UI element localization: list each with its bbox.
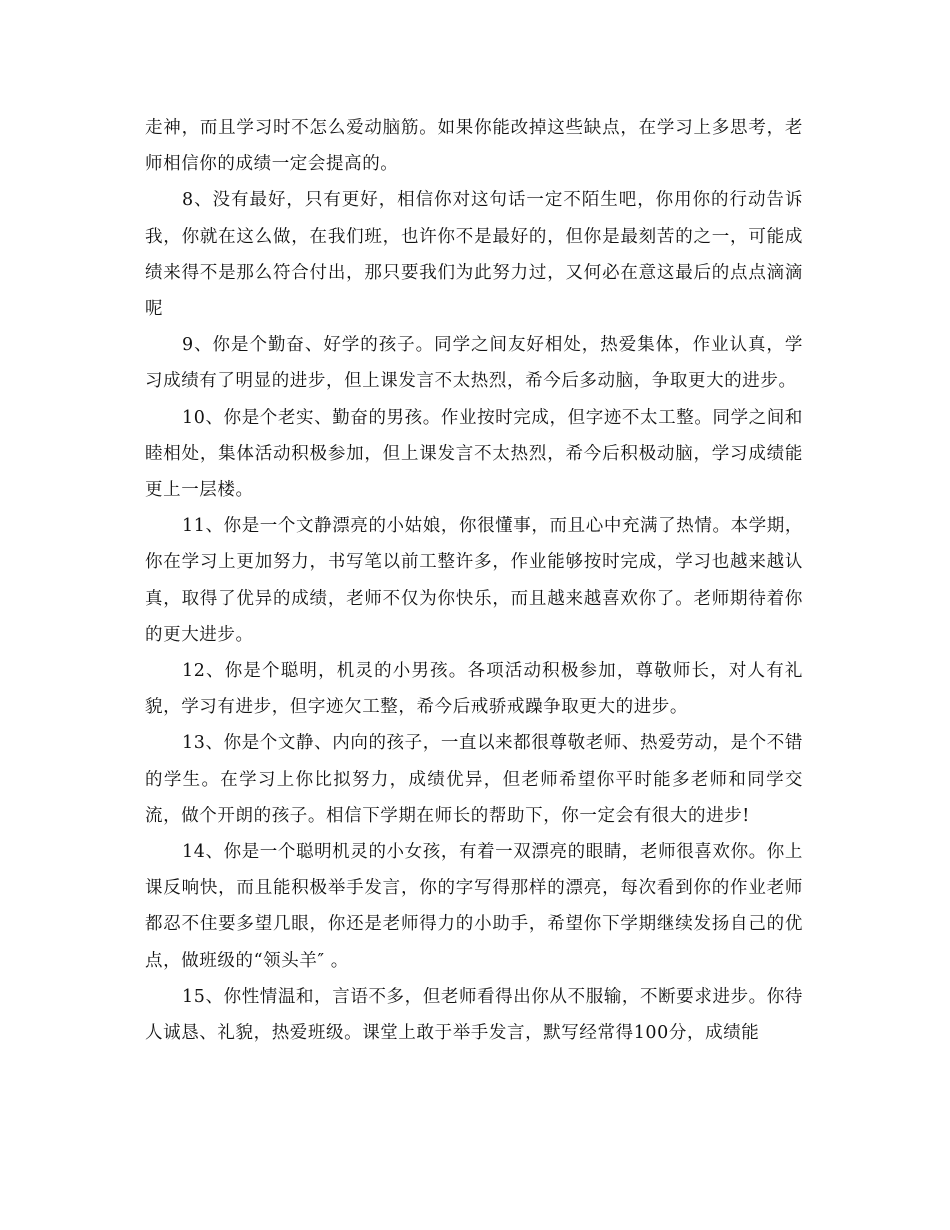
paragraph-comment-15: 15、你性情温和，言语不多，但老师看得出你从不服输，不断要求进步。你待人诚恳、礼貌，热爱班级。课堂上敢于举手发言，默写经常得100分，成绩能 <box>145 986 803 1044</box>
paragraph-comment-10: 10、你是个老实、勤奋的男孩。作业按时完成，但字迹不太工整。同学之间和睦相处，集体活动积极参加，但上课发言不太热烈，希今后积极动脑，学习成绩能更上一层楼。 <box>145 407 803 501</box>
paragraph-comment-8: 8、没有最好，只有更好，相信你对这句话一定不陌生吧，你用你的行动告诉我，你就在这么做，在我们班，也许你不是最好的，但你是最刻苦的之一，可能成绩来得不是那么符合付出，那只要我们为此努力过，又何必在意这最后的点点滴滴呢 <box>145 190 803 320</box>
paragraph-continuation: 走神，而且学习时不怎么爱动脑筋。如果你能改掉这些缺点，在学习上多思考，老师相信你的成绩一定会提高的。 <box>145 118 803 175</box>
paragraph-comment-14: 14、你是一个聪明机灵的小女孩，有着一双漂亮的眼睛，老师很喜欢你。你上课反响快，而且能积极举手发言，你的字写得那样的漂亮，每次看到你的作业老师都忍不住要多望几眼，你还是老师得力的小助手，希望你下学期继续发扬自己的优点，做班级的“领头羊″ 。 <box>145 842 803 971</box>
paragraph-comment-11: 11、你是一个文静漂亮的小姑娘，你很懂事，而且心中充满了热情。本学期，你在学习上更加努力，书写笔以前工整许多，作业能够按时完成，学习也越来越认真，取得了优异的成绩，老师不仅为你快乐，而且越来越喜欢你了。老师期待着你的更大进步。 <box>145 516 803 645</box>
paragraph-comment-13: 13、你是个文静、内向的孩子，一直以来都很尊敬老师、热爱劳动，是个不错的学生。在学习上你比拟努力，成绩优异，但老师希望你平时能多老师和同学交流，做个开朗的孩子。相信下学期在师长的帮助下，你一定会有很大的进步! <box>145 733 803 826</box>
document-body <box>145 110 803 1051</box>
paragraph-comment-12: 12、你是个聪明，机灵的小男孩。各项活动积极参加，尊敬师长，对人有礼貌，学习有进步，但字迹欠工整，希今后戒骄戒躁争取更大的进步。 <box>145 661 803 718</box>
paragraph-comment-9: 9、你是个勤奋、好学的孩子。同学之间友好相处，热爱集体，作业认真，学习成绩有了明显的进步，但上课发言不太热烈，希今后多动脑，争取更大的进步。 <box>145 335 803 392</box>
